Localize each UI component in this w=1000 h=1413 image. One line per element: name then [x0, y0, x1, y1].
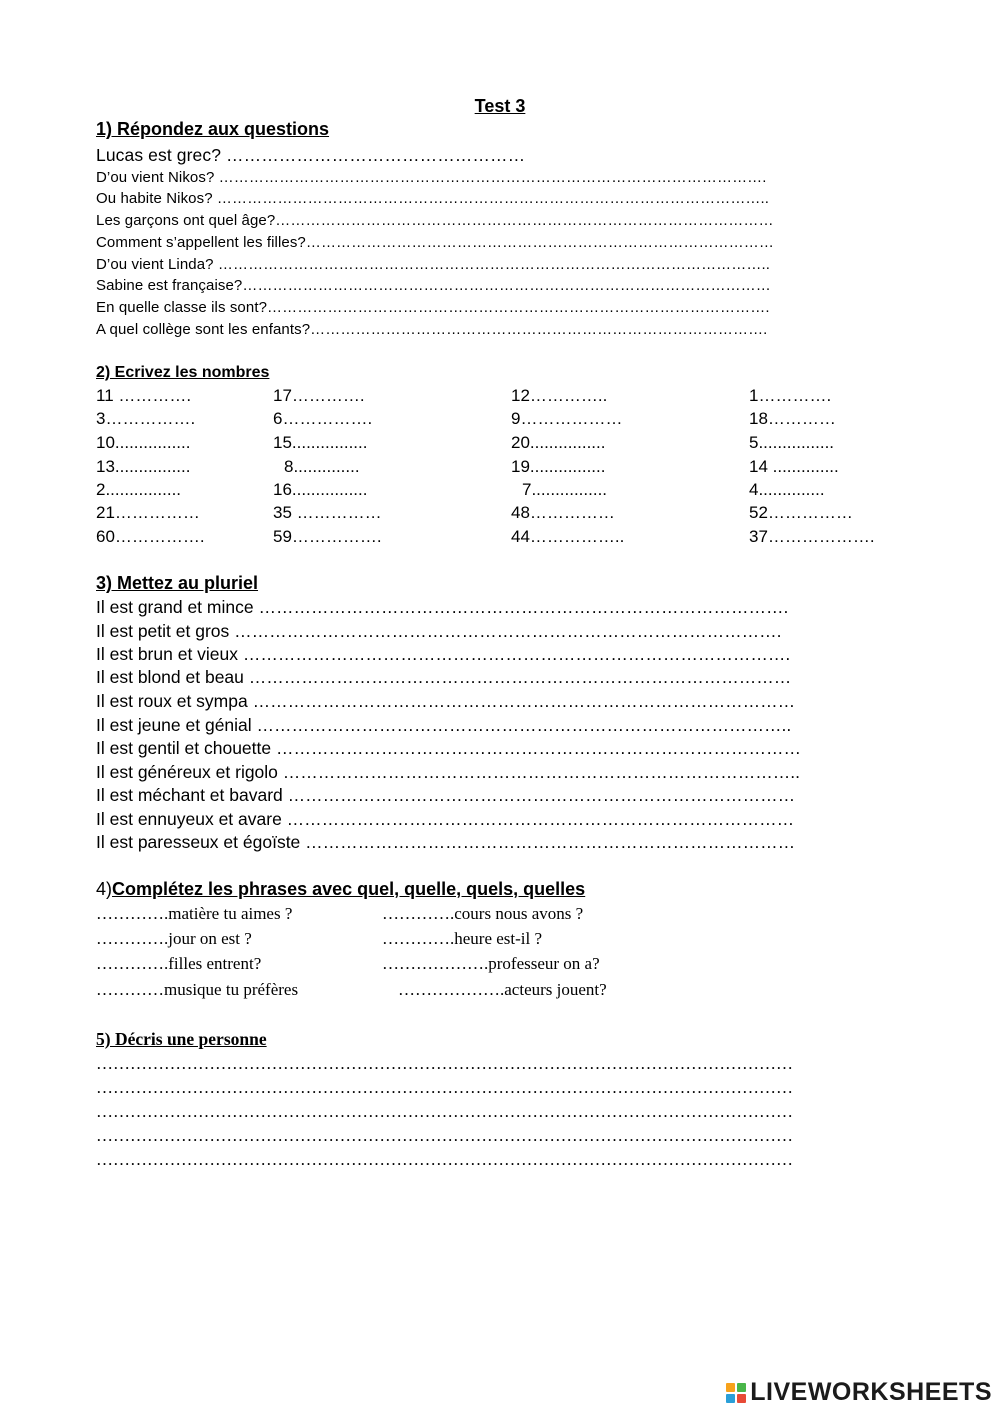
number-cell: 52……………	[749, 503, 853, 522]
section-3-heading: 3) Mettez au pluriel	[96, 573, 259, 593]
question-item: Ou habite Nikos? ………………………………………………………………………………………………..	[96, 190, 770, 207]
plural-item: Il est ennuyeux et avare ……………………………………………………………………………	[96, 809, 795, 829]
logo-square	[726, 1394, 735, 1403]
number-cell: 12…………..	[511, 386, 608, 405]
number-cell: 2................	[96, 480, 182, 499]
number-cell: 7................	[522, 480, 608, 499]
logo-square	[737, 1383, 746, 1392]
question-item: Lucas est grec? ……………………………………………	[96, 145, 526, 165]
writing-line: ……………………………………………………………………………………………………………	[96, 1150, 793, 1169]
question-item: A quel collège sont les enfants?……………………………………………………………………………….	[96, 321, 768, 338]
number-cell: 13................	[96, 457, 191, 476]
question-item: D’ou vient Nikos? ……………………………………………………………………………………………….	[96, 169, 767, 186]
number-cell: 35 ……………	[273, 503, 382, 522]
question-item: Les garçons ont quel âge?………………………………………………………………………………………	[96, 212, 774, 229]
section-4-title: Complétez les phrases avec quel, quelle, quels, quelles	[112, 879, 586, 899]
number-cell: 15................	[273, 433, 368, 452]
number-cell: 18…………	[749, 409, 836, 428]
writing-line: ……………………………………………………………………………………………………………	[96, 1078, 793, 1097]
question-item: En quelle classe ils sont?……………………………………………………………………………………….	[96, 299, 770, 316]
number-cell: 9………………	[511, 409, 623, 428]
plural-item: Il est brun et vieux ………………………………………………………………………………….	[96, 644, 791, 664]
question-item: D’ou vient Linda? ………………………………………………………………………………………………..	[96, 256, 771, 273]
writing-line: ……………………………………………………………………………………………………………	[96, 1126, 793, 1145]
number-cell: 10................	[96, 433, 191, 452]
section-2-heading: 2) Ecrivez les nombres	[96, 364, 270, 381]
number-cell: 4..............	[749, 480, 825, 499]
plural-item: Il est roux et sympa …………………………………………………………………………………	[96, 691, 796, 711]
question-item: Comment s’appellent les filles?…………………………………………………………………………………	[96, 234, 774, 251]
number-cell: 5................	[749, 433, 835, 452]
section-1-heading: 1) Répondez aux questions	[96, 119, 330, 139]
plural-item: Il est gentil et chouette ………………………………………………………………………………	[96, 738, 801, 758]
number-cell: 48……………	[511, 503, 615, 522]
fill-in-phrase: ………….heure est-il ?	[382, 929, 543, 948]
number-cell: 59…………….	[273, 527, 382, 546]
question-item: Sabine est française?……………………………………………………………………………………………	[96, 277, 771, 294]
number-cell: 16................	[273, 480, 368, 499]
writing-line: ……………………………………………………………………………………………………………	[96, 1054, 793, 1073]
number-cell: 11 ………….	[96, 386, 192, 405]
plural-item: Il est grand et mince ……………………………………………………………………………….	[96, 597, 789, 617]
plural-item: Il est petit et gros ………………………………………………………………………………….	[96, 621, 782, 641]
logo-icon	[726, 1383, 746, 1403]
number-cell: 20................	[511, 433, 606, 452]
section-5-heading: 5) Décris une personne	[96, 1029, 267, 1049]
number-cell: 19................	[511, 457, 606, 476]
fill-in-phrase: ………….matière tu aimes ?	[96, 904, 293, 923]
fill-in-phrase: ………….jour on est ?	[96, 929, 252, 948]
plural-item: Il est paresseux et égoïste …………………………………………………………………………	[96, 832, 796, 852]
logo-square	[726, 1383, 735, 1392]
logo-square	[737, 1394, 746, 1403]
number-cell: 60…………….	[96, 527, 205, 546]
plural-item: Il est généreux et rigolo ……………………………………………………………………………..	[96, 762, 800, 782]
plural-item: Il est méchant et bavard ……………………………………………………………………………	[96, 785, 796, 805]
section-4-heading	[96, 879, 585, 900]
plural-item: Il est blond et beau …………………………………………………………………………………	[96, 667, 792, 687]
fill-in-phrase: ………….filles entrent?	[96, 954, 262, 973]
writing-line: ……………………………………………………………………………………………………………	[96, 1102, 793, 1121]
liveworksheets-logo	[726, 1378, 992, 1407]
number-cell: 6…………….	[273, 409, 373, 428]
number-cell: 3…………….	[96, 409, 196, 428]
section-4-number: 4)	[96, 879, 113, 899]
number-cell: 21……………	[96, 503, 200, 522]
number-cell: 17………….	[273, 386, 365, 405]
logo-text: LIVEWORKSHEETS	[750, 1378, 992, 1406]
page-title: Test 3	[474, 96, 526, 116]
number-cell: 14 ..............	[749, 457, 839, 476]
fill-in-phrase: ………….cours nous avons ?	[382, 904, 584, 923]
number-cell: 1………….	[749, 386, 832, 405]
plural-item: Il est jeune et génial ………………………………………………………………………………..	[96, 715, 792, 735]
number-cell: 37……………….	[749, 527, 875, 546]
number-cell: 44……………..	[511, 527, 625, 546]
fill-in-phrase: …………musique tu préfères	[96, 980, 299, 999]
fill-in-phrase: ……………….acteurs jouent?	[398, 980, 607, 999]
number-cell: 8..............	[284, 457, 360, 476]
fill-in-phrase: ……………….professeur on a?	[382, 954, 600, 973]
